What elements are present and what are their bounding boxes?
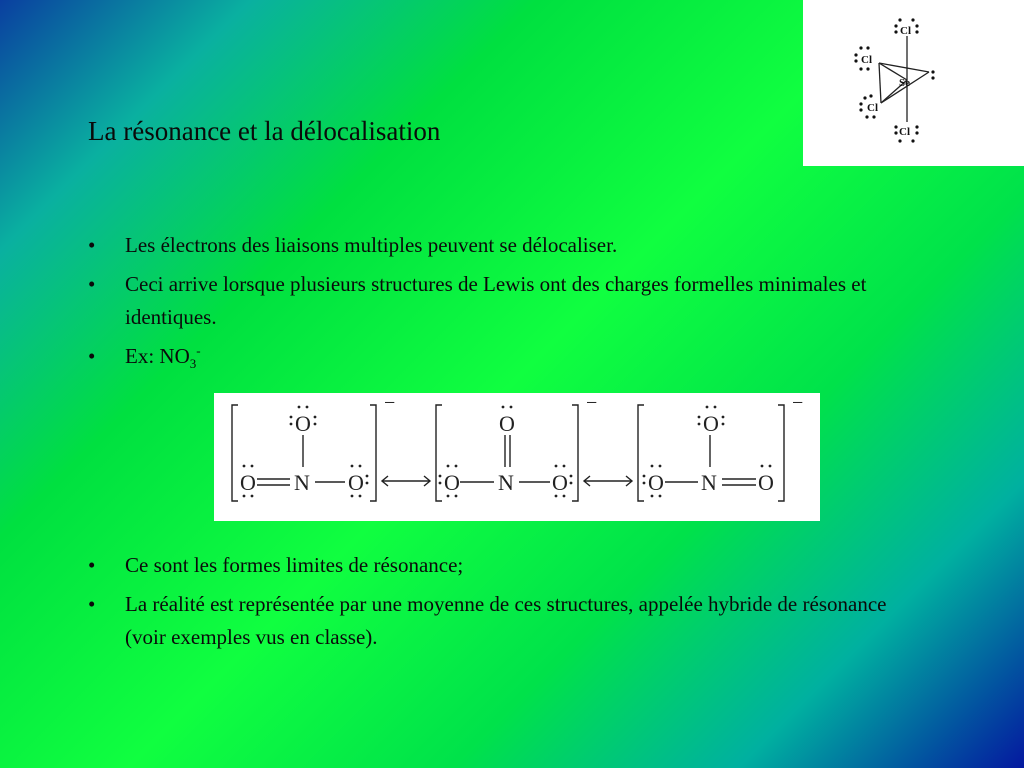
charge-label: −	[792, 393, 804, 414]
bullet-list-top	[88, 229, 918, 379]
atom-label: O	[758, 470, 774, 495]
atom-label: Se	[899, 77, 910, 89]
atom-label: O	[499, 411, 515, 436]
atom-label: Cl	[899, 126, 910, 138]
slide-title: La résonance et la délocalisation	[88, 116, 441, 146]
atom-label: Cl	[867, 102, 878, 114]
bullet-item-example	[88, 340, 918, 373]
bullet-dot: •	[88, 233, 96, 257]
atom-label: O	[240, 470, 256, 495]
secl4-structure-svg	[803, 0, 1024, 166]
bullet-item	[88, 549, 918, 582]
bullet-text: Les électrons des liaisons multiples peuvent se délocaliser.	[125, 233, 618, 257]
lone-pair-dots	[854, 18, 934, 142]
bullet-text: Ceci arrive lorsque plusieurs structures de Lewis ont des charges formelles minimales et identiques.	[125, 272, 867, 329]
example-prefix: Ex: NO	[125, 344, 190, 368]
nitrate-resonance-svg	[214, 393, 820, 521]
bullet-text: Ce sont les formes limites de résonance;	[125, 553, 464, 577]
bullet-list-bottom	[88, 549, 918, 660]
example-superscript: -	[196, 343, 201, 358]
secl4-structure-image	[803, 0, 1024, 166]
atom-label: O	[648, 470, 664, 495]
atom-label: O	[552, 470, 568, 495]
atom-label: O	[444, 470, 460, 495]
atom-label: O	[703, 411, 719, 436]
atom-label: N	[701, 470, 717, 495]
atom-label: O	[295, 411, 311, 436]
charge-label: −	[586, 393, 598, 414]
charge-label: −	[384, 393, 396, 414]
bullet-item	[88, 268, 918, 334]
bullet-dot: •	[88, 344, 96, 368]
atom-label: N	[498, 470, 514, 495]
bullet-dot: •	[88, 553, 96, 577]
example-subscript: 3	[189, 356, 197, 372]
atom-label: Cl	[900, 25, 911, 37]
atom-label: Cl	[861, 54, 872, 66]
example-formula	[125, 343, 201, 372]
bullet-dot: •	[88, 272, 96, 296]
atom-label: N	[294, 470, 310, 495]
bullet-dot: •	[88, 592, 96, 616]
bullet-item	[88, 588, 918, 654]
bullet-item	[88, 229, 918, 262]
atom-label: O	[348, 470, 364, 495]
bullet-text: La réalité est représentée par une moyenne de ces structures, appelée hybride de résonance (voir exemples vus en classe).	[125, 592, 887, 649]
nitrate-resonance-image	[214, 393, 820, 521]
